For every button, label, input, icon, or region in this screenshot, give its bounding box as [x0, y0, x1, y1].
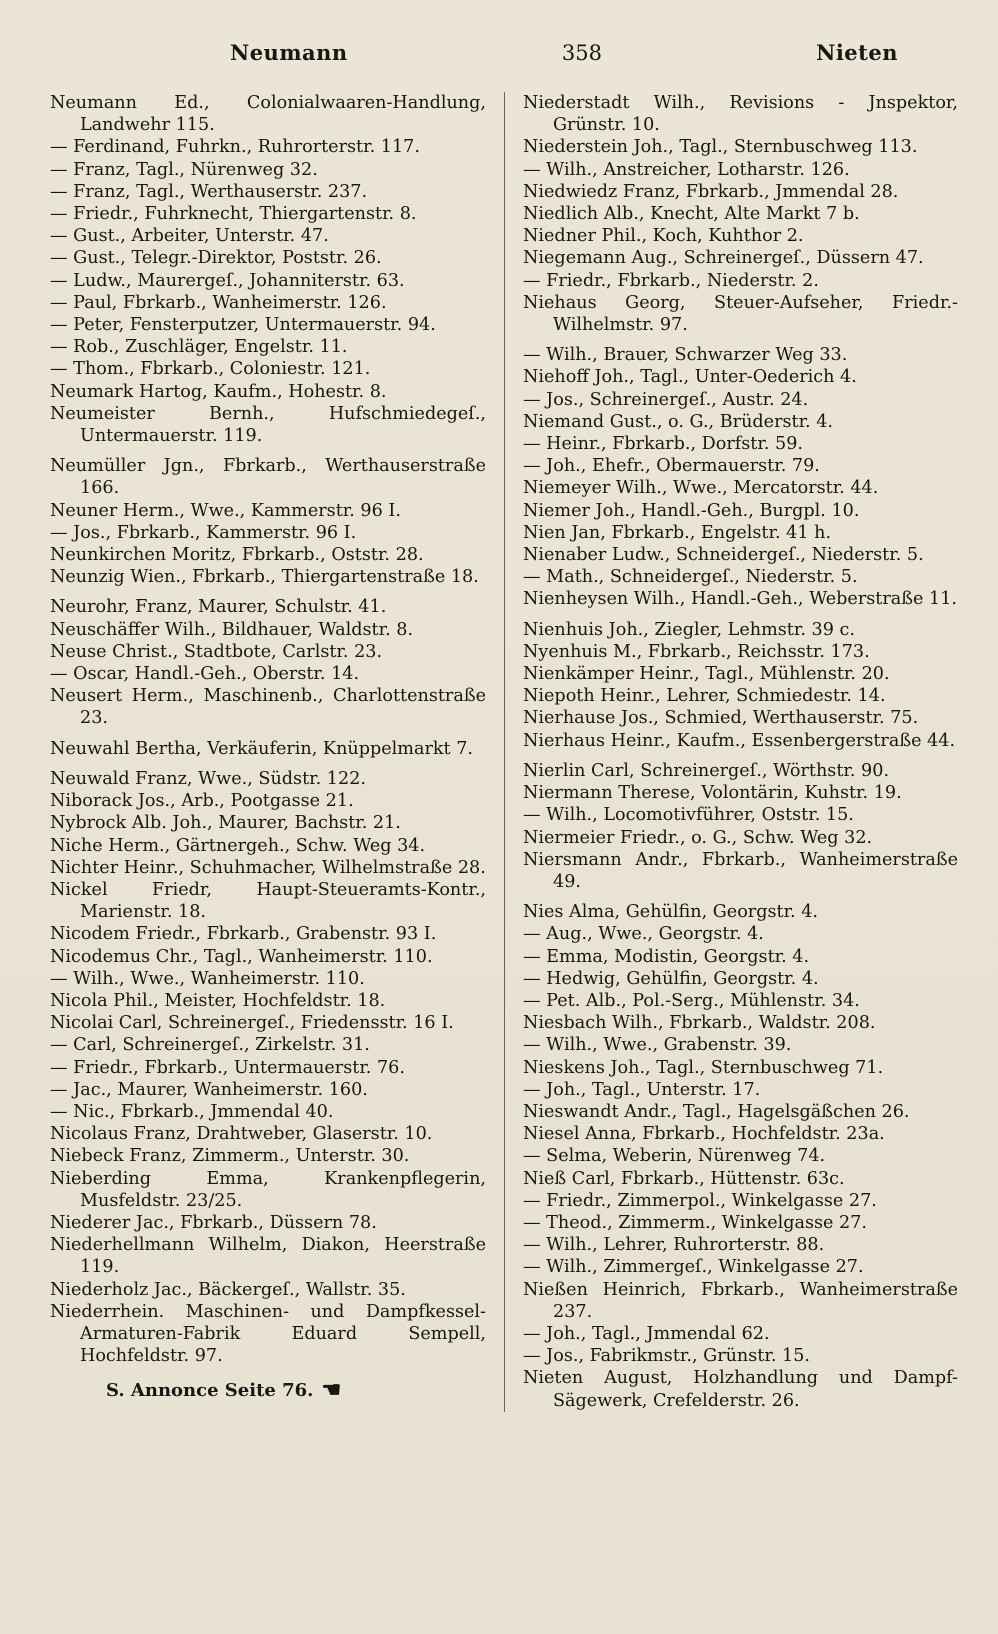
directory-entry: Nierlin Carl, Schreinergeſ., Wörthstr. 90. — [523, 760, 890, 781]
directory-entry: Niersmann Andr., Fbrkarb., Wanheimerstraße 49. — [523, 849, 958, 892]
directory-entry: Neusert Herm., Maschinenb., Charlottenstraße 23. — [50, 686, 486, 729]
directory-entry: Niederhellmann Wilhelm, Diakon, Heerstraße 119. — [50, 1235, 486, 1278]
directory-columns — [50, 92, 958, 1412]
directory-entry: — Rob., Zuschläger, Engelstr. 11. — [50, 337, 348, 358]
directory-entry: Nicodem Friedr., Fbrkarb., Grabenstr. 93 I. — [50, 924, 437, 945]
directory-entry: Niedner Phil., Koch, Kuhthor 2. — [523, 226, 804, 247]
directory-entry: Niedwiedz Franz, Fbrkarb., Jmmendal 28. — [523, 181, 899, 202]
directory-entry: Nienkämper Heinr., Tagl., Mühlenstr. 20. — [523, 664, 890, 685]
directory-entry: Niederholz Jac., Bäckergeſ., Wallstr. 35. — [50, 1279, 406, 1300]
directory-entry: Neunzig Wien., Fbrkarb., Thiergartenstraße 18. — [50, 567, 479, 588]
advertisement-note — [50, 1377, 486, 1403]
directory-entry: Niederrhein. Maschinen- und Dampfkessel-Armaturen-Fabrik Eduard Sempell, Hochfeldstr. 97. — [50, 1301, 486, 1367]
directory-entry: Niemeyer Wilh., Wwe., Mercatorstr. 44. — [523, 478, 879, 499]
directory-entry: Neuschäffer Wilh., Bildhauer, Waldstr. 8. — [50, 619, 414, 640]
header-right-word: Nieten — [816, 40, 898, 65]
directory-entry: Niermeier Friedr., o. G., Schw. Weg 32. — [523, 827, 873, 848]
directory-entry: Nicodemus Chr., Tagl., Wanheimerstr. 110. — [50, 946, 433, 967]
directory-entry: — Heinr., Fbrkarb., Dorfstr. 59. — [523, 434, 803, 455]
directory-entry: — Joh., Tagl., Unterstr. 17. — [523, 1079, 761, 1100]
directory-entry: Nieberding Emma, Krankenpflegerin, Musfeldstr. 23/25. — [50, 1168, 486, 1211]
directory-entry: Niehaus Georg, Steuer-Aufseher, Friedr.-Wilhelmstr. 97. — [523, 292, 958, 336]
directory-entry: Niche Herm., Gärtnergeh., Schw. Weg 34. — [50, 835, 426, 856]
directory-entry: Niepoth Heinr., Lehrer, Schmiedestr. 14. — [523, 686, 886, 707]
directory-entry: — Wilh., Wwe., Wanheimerstr. 110. — [50, 968, 365, 989]
directory-entry: Nieswandt Andr., Tagl., Hagelsgäßchen 26. — [523, 1101, 910, 1122]
directory-entry: Niederer Jac., Fbrkarb., Düssern 78. — [50, 1212, 377, 1233]
directory-entry: — Friedr., Fuhrknecht, Thiergartenstr. 8. — [50, 204, 417, 225]
page-header — [50, 40, 958, 80]
directory-entry: Nyenhuis M., Fbrkarb., Reichsstr. 173. — [523, 641, 870, 662]
directory-entry: Nießen Heinrich, Fbrkarb., Wanheimerstraße 237. — [523, 1279, 958, 1322]
left-entry-list — [50, 92, 486, 1367]
directory-entry: Nieß Carl, Fbrkarb., Hüttenstr. 63c. — [523, 1168, 845, 1189]
directory-entry: Nierhause Jos., Schmied, Werthauserstr. 75. — [523, 708, 919, 729]
directory-entry: Neuwahl Bertha, Verkäuferin, Knüppelmarkt 7. — [50, 738, 473, 759]
directory-entry: — Math., Schneidergeſ., Niederstr. 5. — [523, 567, 858, 588]
directory-entry: — Oscar, Handl.-Geh., Oberstr. 14. — [50, 664, 360, 685]
directory-entry: — Emma, Modistin, Georgstr. 4. — [523, 946, 810, 967]
directory-entry: Nicolaus Franz, Drahtweber, Glaserstr. 10. — [50, 1124, 433, 1145]
directory-entry: Nieten August, Holzhandlung und Dampf-Sägewerk, Crefelderstr. 26. — [523, 1368, 958, 1411]
directory-entry: Neumüller Jgn., Fbrkarb., Werthauserstraße 166. — [50, 456, 486, 499]
page-number: 358 — [561, 41, 602, 65]
directory-entry: Niermann Therese, Volontärin, Kuhstr. 19. — [523, 783, 902, 804]
directory-entry: — Franz, Tagl., Nürenweg 32. — [50, 159, 318, 180]
directory-entry: — Aug., Wwe., Georgstr. 4. — [523, 924, 764, 945]
directory-entry: — Paul, Fbrkarb., Wanheimerstr. 126. — [50, 292, 387, 313]
directory-entry: Niehoff Joh., Tagl., Unter-Oederich 4. — [523, 367, 857, 388]
header-left-word: Neumann — [230, 40, 348, 65]
directory-entry: Neuner Herm., Wwe., Kammerstr. 96 I. — [50, 500, 401, 521]
pointing-hand-icon: ☚ — [321, 1377, 342, 1404]
directory-entry: Nierhaus Heinr., Kaufm., Essenbergerstraße 44. — [523, 730, 956, 751]
directory-entry: Niederstein Joh., Tagl., Sternbuschweg 113. — [523, 137, 918, 158]
directory-entry: — Jac., Maurer, Wanheimerstr. 160. — [50, 1079, 368, 1100]
directory-entry: — Wilh., Zimmergeſ., Winkelgasse 27. — [523, 1257, 864, 1278]
directory-entry: — Theod., Zimmerm., Winkelgasse 27. — [523, 1212, 868, 1233]
directory-entry: — Franz, Tagl., Werthauserstr. 237. — [50, 181, 368, 202]
directory-entry: Nies Alma, Gehülfin, Georgstr. 4. — [523, 902, 819, 923]
directory-entry: Niesbach Wilh., Fbrkarb., Waldstr. 208. — [523, 1013, 876, 1034]
directory-entry: — Jos., Fbrkarb., Kammerstr. 96 I. — [50, 522, 357, 543]
directory-entry: Niederstadt Wilh., Revisions - Jnspektor, Grünstr. 10. — [523, 93, 958, 136]
directory-entry: — Ludw., Maurergeſ., Johanniterstr. 63. — [50, 270, 405, 291]
left-column — [50, 92, 504, 1412]
directory-entry: Neumeister Bernh., Hufschmiedegeſ., Untermauerstr. 119. — [50, 403, 486, 447]
directory-entry: Niborack Jos., Arb., Pootgasse 21. — [50, 791, 354, 812]
directory-entry: — Jos., Fabrikmstr., Grünstr. 15. — [523, 1346, 811, 1367]
directory-entry: Niegemann Aug., Schreinergeſ., Düssern 47. — [523, 248, 924, 269]
directory-entry: — Friedr., Zimmerpol., Winkelgasse 27. — [523, 1190, 877, 1211]
directory-entry: — Friedr., Fbrkarb., Niederstr. 2. — [523, 270, 819, 291]
directory-entry: — Wilh., Wwe., Grabenstr. 39. — [523, 1035, 792, 1056]
directory-entry: — Selma, Weberin, Nürenweg 74. — [523, 1146, 826, 1167]
directory-entry: Neunkirchen Moritz, Fbrkarb., Oststr. 28. — [50, 545, 424, 566]
directory-entry: Nienheysen Wilh., Handl.-Geh., Weberstraße 11. — [523, 589, 957, 610]
directory-entry: Nickel Friedr, Haupt-Steueramts-Kontr., Marienstr. 18. — [50, 879, 486, 923]
directory-entry: Niemer Joh., Handl.-Geh., Burgpl. 10. — [523, 500, 860, 521]
directory-entry: Niedlich Alb., Knecht, Alte Markt 7 b. — [523, 204, 860, 225]
directory-entry: — Gust., Telegr.-Direktor, Poststr. 26. — [50, 248, 382, 269]
directory-entry: — Friedr., Fbrkarb., Untermauerstr. 76. — [50, 1057, 405, 1078]
directory-entry: Neumann Ed., Colonialwaaren-Handlung, Landwehr 115. — [50, 93, 486, 136]
directory-entry: Niebeck Franz, Zimmerm., Unterstr. 30. — [50, 1146, 410, 1167]
directory-entry: — Joh., Ehefr., Obermauerstr. 79. — [523, 456, 820, 477]
directory-entry: Neurohr, Franz, Maurer, Schulstr. 41. — [50, 597, 387, 618]
directory-entry: Niesel Anna, Fbrkarb., Hochfeldstr. 23a. — [523, 1124, 885, 1145]
directory-entry: Niemand Gust., o. G., Brüderstr. 4. — [523, 411, 834, 432]
directory-entry: — Thom., Fbrkarb., Coloniestr. 121. — [50, 359, 371, 380]
right-column — [504, 92, 958, 1412]
directory-entry: Neumark Hartog, Kaufm., Hohestr. 8. — [50, 381, 387, 402]
directory-entry: Nien Jan, Fbrkarb., Engelstr. 41 h. — [523, 522, 832, 543]
directory-entry: — Wilh., Brauer, Schwarzer Weg 33. — [523, 345, 848, 366]
directory-entry: — Carl, Schreinergeſ., Zirkelstr. 31. — [50, 1035, 370, 1056]
directory-entry: Neuse Christ., Stadtbote, Carlstr. 23. — [50, 641, 383, 662]
directory-entry: — Wilh., Locomotivführer, Oststr. 15. — [523, 805, 854, 826]
directory-entry: Nieskens Joh., Tagl., Sternbuschweg 71. — [523, 1057, 884, 1078]
directory-entry: — Wilh., Lehrer, Ruhrorterstr. 88. — [523, 1235, 825, 1256]
directory-entry: Nienaber Ludw., Schneidergeſ., Niederstr. 5. — [523, 545, 924, 566]
advertisement-note-text: S. Annonce Seite 76. — [106, 1379, 314, 1401]
directory-entry: — Nic., Fbrkarb., Jmmendal 40. — [50, 1101, 334, 1122]
directory-entry: — Gust., Arbeiter, Unterstr. 47. — [50, 226, 329, 247]
directory-entry: — Ferdinand, Fuhrkn., Ruhrorterstr. 117. — [50, 137, 420, 158]
directory-entry: Nicolai Carl, Schreinergeſ., Friedensstr. 16 I. — [50, 1013, 454, 1034]
directory-entry: — Peter, Fensterputzer, Untermauerstr. 94. — [50, 315, 436, 336]
directory-entry: Nienhuis Joh., Ziegler, Lehmstr. 39 c. — [523, 619, 855, 640]
directory-entry: Nicola Phil., Meister, Hochfeldstr. 18. — [50, 990, 386, 1011]
directory-entry: — Jos., Schreinergeſ., Austr. 24. — [523, 389, 809, 410]
right-entry-list — [523, 92, 958, 1412]
directory-entry: — Pet. Alb., Pol.-Serg., Mühlenstr. 34. — [523, 990, 860, 1011]
directory-entry: — Hedwig, Gehülfin, Georgstr. 4. — [523, 968, 819, 989]
directory-entry: Nichter Heinr., Schuhmacher, Wilhelmstraße 28. — [50, 857, 486, 878]
directory-entry: — Joh., Tagl., Jmmendal 62. — [523, 1323, 770, 1344]
directory-entry: — Wilh., Anstreicher, Lotharstr. 126. — [523, 159, 850, 180]
directory-entry: Nybrock Alb. Joh., Maurer, Bachstr. 21. — [50, 813, 401, 834]
directory-entry: Neuwald Franz, Wwe., Südstr. 122. — [50, 768, 366, 789]
